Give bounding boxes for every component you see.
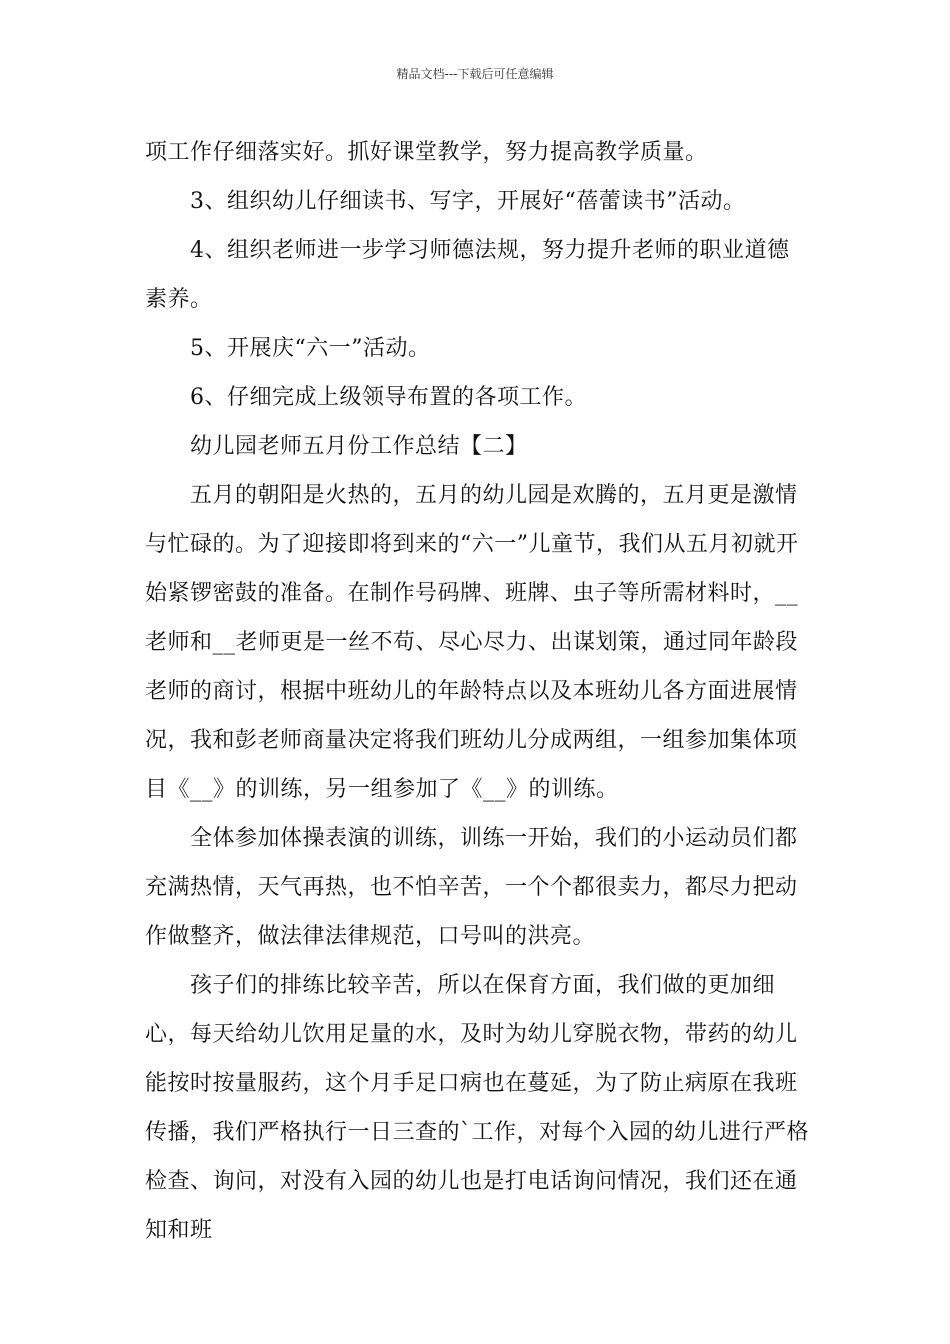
paragraph-2: 3、组织幼儿仔细读书、写字，开展好“蓓蕾读书”活动。 <box>190 189 746 214</box>
page-header: 精品文档---下载后可任意编辑 <box>396 67 554 81</box>
paragraph-8: 孩子们的排练比较辛苦，所以在保育方面，我们做的更加细心，每天给幼儿饮用足量的水，及时为幼儿穿脱衣物，带药的幼儿能按时按量服药，这个月手足口病也在蔓延，为了防止病原在我班传播，我们严格执行一日三查的`工作，对每个入园的幼儿进行严格检查、询问，对没有入园的幼儿也是打电话询问情况，我们还在通知和班 <box>145 973 810 1243</box>
paragraph-1: 项工作仔细落实好。抓好课堂教学，努力提高教学质量。 <box>145 140 708 165</box>
paragraph-7: 全体参加体操表演的训练，训练一开始，我们的小运动员们都充满热情，天气再热，也不怕辛苦，一个个都很卖力，都尽力把动作做整齐，做法律法律规范，口号叫的洪亮。 <box>145 826 798 949</box>
paragraph-3: 4、组织老师进一步学习师德法规，努力提升老师的职业道德素养。 <box>145 238 790 312</box>
paragraph-4: 5、开展庆“六一”活动。 <box>190 336 431 361</box>
paragraph-6: 五月的朝阳是火热的，五月的幼儿园是欢腾的，五月更是激情与忙碌的。为了迎接即将到来的“六一”儿童节，我们从五月初就开始紧锣密鼓的准备。在制作号码牌、班牌、虫子等所需材料时，__老师和__老师更是一丝不苟、尽心尽力、出谋划策，通过同年龄段老师的商讨，根据中班幼儿的年龄特点以及本班幼儿各方面进展情况，我和彭老师商量决定将我们班幼儿分成两组，一组参加集体项目《__》的训练，另一组参加了《__》的训练。 <box>145 483 799 802</box>
section-heading: 幼儿园老师五月份工作总结【二】 <box>190 434 528 459</box>
paragraph-5: 6、仔细完成上级领导布置的各项工作。 <box>190 385 587 410</box>
document-body <box>145 128 810 1255</box>
